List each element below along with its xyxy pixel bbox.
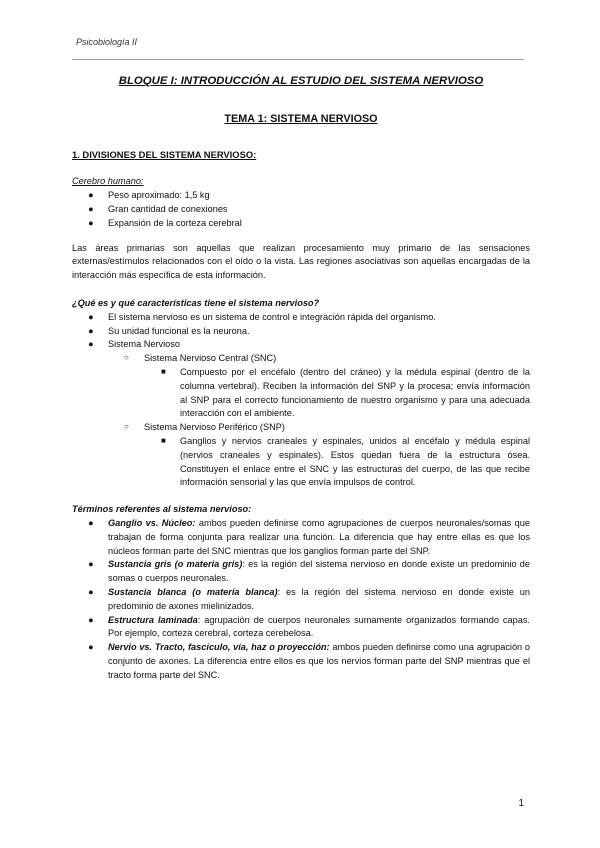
header-divider bbox=[72, 59, 524, 60]
bullet-icon: ● bbox=[88, 190, 94, 201]
list-item: ● Expansión de la corteza cerebral bbox=[72, 217, 530, 231]
section-title: 1. DIVISIONES DEL SISTEMA NERVIOSO: bbox=[72, 149, 257, 161]
term-item: ● Ganglio vs. Núcleo: ambos pueden definirse como agrupaciones de cuerpos neuronales/somas que trabajan de forma conjunta para realizar una función. La diferencia que hay entre ellas es que los núcleos forman parte del SNC mientras que los ganglios forman parte del SNP. bbox=[88, 517, 531, 556]
areas-paragraph: Las áreas primarias son aquellas que realizan procesamiento muy primario de las sensaciones externas/estímulos relacionados con el oído o la vista. Las regiones asociativas son aquellas encargadas de la interacción más específica de esta información. bbox=[72, 242, 530, 281]
bullet-icon: ● bbox=[88, 559, 94, 570]
list-item: ● Su unidad funcional es la neurona. bbox=[72, 325, 530, 339]
bullet-icon: ● bbox=[88, 517, 94, 528]
snc-description: ■ Compuesto por el encéfalo (dentro del cráneo) y la médula espinal (dentro de la columna vertebral). Reciben la información del SNP y la procesa; envía información al SNP para el correcto funcionamiento de nuestro organismo y para una adecuada interacción con el ambiente. bbox=[161, 366, 530, 419]
circle-bullet-icon: ○ bbox=[124, 422, 129, 432]
question-list bbox=[72, 311, 530, 490]
list-item: ● Peso aproximado: 1,5 kg bbox=[72, 189, 530, 203]
bullet-icon: ● bbox=[88, 325, 94, 336]
tema-title: TEMA 1: SISTEMA NERVIOSO bbox=[224, 113, 378, 126]
sistema-nervioso-sublist bbox=[108, 352, 530, 490]
bullet-icon: ● bbox=[88, 311, 94, 322]
bloque-title: BLOQUE I: INTRODUCCIÓN AL ESTUDIO DEL SISTEMA NERVIOSO bbox=[118, 75, 484, 87]
circle-bullet-icon: ○ bbox=[124, 353, 129, 363]
cerebro-heading: Cerebro humano: bbox=[72, 176, 144, 187]
square-bullet-icon: ■ bbox=[161, 435, 166, 445]
bullet-icon: ● bbox=[88, 217, 94, 228]
list-item-snp: ○ Sistema Nervioso Periférico (SNP) ■ Ganglios y nervios craneales y espinales, unidos al encéfalo y médula espinal (nervios craneales y espinales). Estos quedan fuera de la estructura ósea. Constituyen el enlace entre el SNC y las estructuras del cuerpo, de las que recibe información sensorial y las que envía impulsos de control. bbox=[108, 421, 530, 490]
term-item: ● Sustancia gris (o materia gris): es la región del sistema nervioso en donde existe un predominio de somas o cuerpos neuronales. bbox=[88, 559, 530, 584]
term-item: ● Nervio vs. Tracto, fascículo, vía, haz o proyección: ambos pueden definirse como una agrupación o conjunto de axones. La diferencia entre ellos es que los nervios forman parte del SNP mientras que el tracto forma parte del SNC. bbox=[88, 642, 531, 680]
bullet-icon: ● bbox=[88, 642, 94, 653]
term-item: ● Sustancia blanca (o materia blanca): es la región del sistema nervioso en donde existe un predominio de axones mielinizados. bbox=[88, 586, 530, 611]
running-header: Psicobiología II bbox=[76, 37, 138, 47]
bullet-icon: ● bbox=[88, 204, 94, 214]
question-title: ¿Qué es y qué características tiene el sistema nervioso? bbox=[72, 297, 320, 308]
square-bullet-icon: ■ bbox=[161, 366, 166, 376]
cerebro-list bbox=[72, 189, 530, 230]
snp-description: ■ Ganglios y nervios craneales y espinales, unidos al encéfalo y médula espinal (nervios craneales y espinales). Estos quedan fuera de la estructura ósea. Constituyen el enlace entre el SNC y las estructuras del cuerpo, de las que recibe información sensorial y las que envía impulsos de control. bbox=[161, 435, 530, 488]
terms-list bbox=[72, 517, 530, 683]
list-item: ● El sistema nervioso es un sistema de control e integración rápida del organismo. bbox=[72, 311, 530, 325]
list-item: ● Gran cantidad de conexiones bbox=[72, 203, 530, 217]
bullet-icon: ● bbox=[88, 586, 94, 597]
terms-title: Términos referentes al sistema nervioso: bbox=[72, 504, 252, 515]
bullet-icon: ● bbox=[88, 614, 94, 625]
list-item: ● Sistema Nervioso ○ Sistema Nervioso Central (SNC) ■ Compuesto por el encéfalo (dentro del cráneo) y la médula espinal (dentro de la columna vertebral). Reciben la información del SNP y la procesa; envía información al SNP para el correcto funcionamiento de nuestro organismo y para una adecuada interacción con el ambiente. ○ Sistema Nervioso Periférico (SNP) ■ Ganglios y nervios craneales y espinales, unidos al encéfalo y médula espinal (nervios craneales y espinales). Estos quedan fuera de la estructura ósea. Constituyen el enlace entre el SNC y las estructuras del cuerpo, de las que recibe información sensorial y las que envía impulsos de control. bbox=[72, 338, 530, 490]
term-item: ● Estructura laminada: agrupación de cuerpos neuronales sumamente organizados formando capas. Por ejemplo, corteza cerebral, corteza cerebelosa. bbox=[88, 614, 530, 639]
page-number: 1 bbox=[518, 798, 524, 809]
bullet-icon: ● bbox=[88, 339, 94, 350]
list-item-snc: ○ Sistema Nervioso Central (SNC) ■ Compuesto por el encéfalo (dentro del cráneo) y la médula espinal (dentro de la columna vertebral). Reciben la información del SNP y la procesa; envía información al SNP para el correcto funcionamiento de nuestro organismo y para una adecuada interacción con el ambiente. bbox=[108, 352, 530, 421]
page-content bbox=[72, 73, 530, 683]
